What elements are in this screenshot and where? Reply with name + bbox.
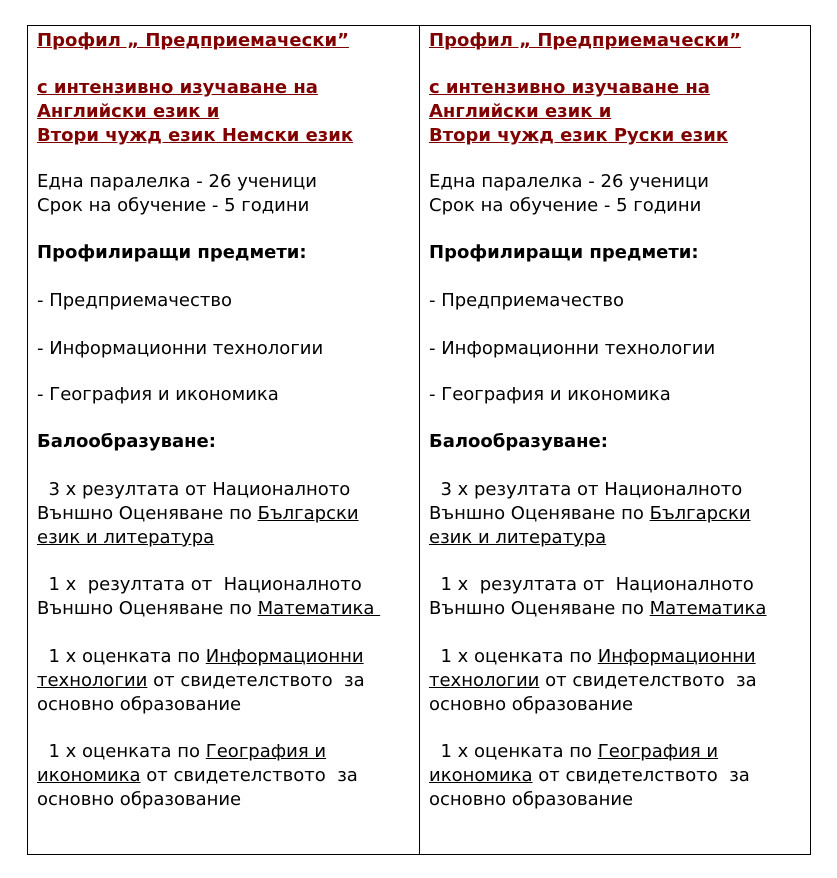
score-line — [37, 597, 380, 621]
score-line — [429, 740, 718, 764]
score-subject: Математика — [257, 598, 381, 619]
scoring-heading: Балообразуване: — [429, 431, 608, 452]
language-line: Втори чужд език Руски език — [429, 125, 729, 146]
info-line: Една паралелка - 26 ученици — [37, 171, 317, 192]
profile-column-german — [28, 26, 419, 854]
subject-item: - География и икономика — [37, 384, 279, 405]
score-subject: Информационни — [205, 646, 364, 667]
score-text: 1 х оценката по — [37, 741, 206, 762]
score-text: от свидетелството за — [147, 670, 365, 691]
language-line: с интензивно изучаване на — [37, 77, 318, 98]
score-line: основно образование — [37, 694, 242, 715]
language-line: Английски език и — [429, 101, 612, 122]
score-subject: технологии — [429, 670, 540, 691]
profile-title: Профил „ Предприемачески” — [37, 30, 349, 51]
score-line: 3 х резултата от Националното — [429, 479, 743, 500]
score-subject: език и литература — [429, 527, 607, 548]
subject-item: - Информационни технологии — [429, 338, 716, 359]
score-line — [429, 597, 766, 621]
score-line: основно образование — [429, 694, 634, 715]
score-subject: География и — [597, 741, 719, 762]
score-subject: икономика — [37, 765, 141, 786]
subjects-heading: Профилиращи предмети: — [429, 242, 699, 263]
score-line — [429, 669, 757, 693]
subjects-heading: Профилиращи предмети: — [37, 242, 307, 263]
score-line — [37, 645, 364, 669]
score-text: Външно Оценяване по — [429, 503, 650, 524]
subject-item: - Предприемачество — [429, 290, 624, 311]
score-text: Външно Оценяване по — [429, 598, 650, 619]
score-line: основно образование — [37, 789, 242, 810]
score-text: от свидетелството за — [140, 765, 358, 786]
score-subject: икономика — [429, 765, 533, 786]
score-subject: технологии — [37, 670, 148, 691]
profile-title: Профил „ Предприемачески” — [429, 30, 741, 51]
score-line: 3 х резултата от Националното — [37, 479, 351, 500]
score-line — [429, 764, 750, 788]
profile-column-russian — [419, 26, 810, 854]
score-text: Външно Оценяване по — [37, 598, 258, 619]
score-line — [429, 645, 756, 669]
score-text: 1 х оценката по — [37, 646, 206, 667]
score-line — [37, 764, 358, 788]
score-text: 1 х оценката по — [429, 741, 598, 762]
score-line: основно образование — [429, 789, 634, 810]
score-line: 1 х резултата от Националното — [37, 574, 362, 595]
info-line: Една паралелка - 26 ученици — [429, 171, 709, 192]
subject-item: - Информационни технологии — [37, 338, 324, 359]
info-line: Срок на обучение - 5 години — [429, 195, 702, 216]
score-line: 1 х резултата от Националното — [429, 574, 754, 595]
score-subject: География и — [205, 741, 327, 762]
score-subject: език и литература — [37, 527, 215, 548]
language-line: Английски език и — [37, 101, 220, 122]
score-line — [37, 502, 359, 526]
subject-item: - География и икономика — [429, 384, 671, 405]
score-line — [429, 502, 751, 526]
score-text: от свидетелството за — [532, 765, 750, 786]
score-subject: Информационни — [597, 646, 756, 667]
score-text: 1 х оценката по — [429, 646, 598, 667]
profiles-table — [27, 25, 811, 855]
score-line — [37, 740, 326, 764]
score-subject: Математика — [649, 598, 767, 619]
score-line — [37, 669, 365, 693]
score-subject: Български — [257, 503, 359, 524]
score-text: Външно Оценяване по — [37, 503, 258, 524]
score-text: от свидетелството за — [539, 670, 757, 691]
subject-item: - Предприемачество — [37, 290, 232, 311]
scoring-heading: Балообразуване: — [37, 431, 216, 452]
language-line: Втори чужд език Немски език — [37, 125, 354, 146]
info-line: Срок на обучение - 5 години — [37, 195, 310, 216]
score-subject: Български — [649, 503, 751, 524]
language-line: с интензивно изучаване на — [429, 77, 710, 98]
